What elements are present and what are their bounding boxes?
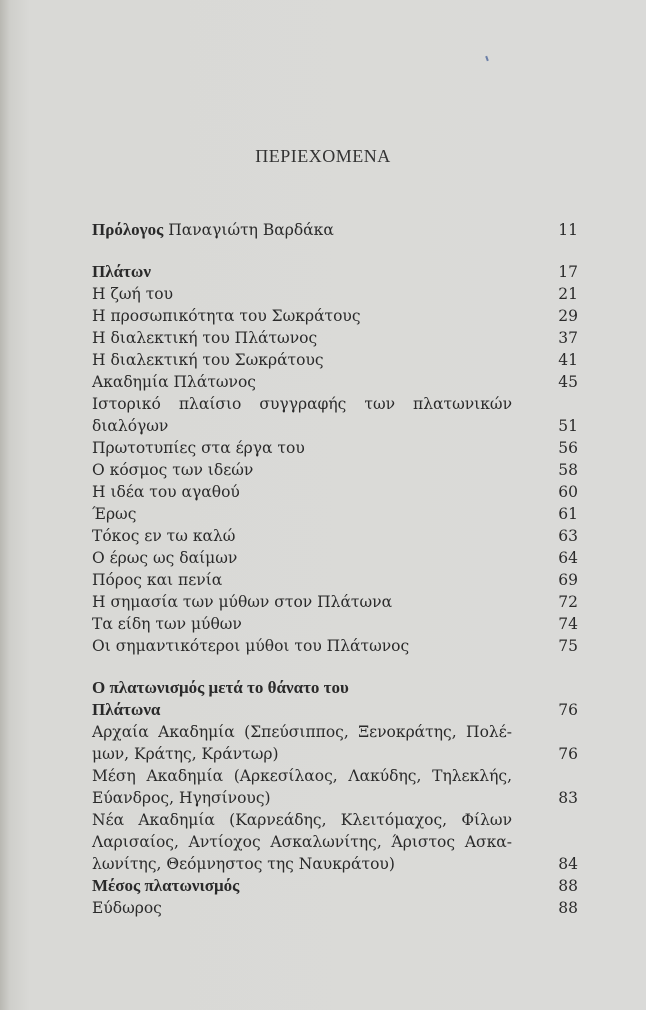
- toc-entry: [92, 481, 578, 503]
- toc-page-number: 88: [558, 899, 578, 917]
- toc-entry-text: Αρχαία Ακαδημία (Σπεύσιππος, Ξενοκράτης, Πολέ-: [92, 723, 512, 741]
- toc-entry-text: μων, Κράτης, Κράντωρ): [92, 745, 279, 763]
- toc-entry: [92, 635, 578, 657]
- toc-page-number: 83: [558, 789, 578, 807]
- toc-entry-text: Πόρος και πενία: [92, 571, 223, 589]
- toc-page-number: 51: [558, 417, 578, 435]
- toc-entry: [92, 875, 578, 897]
- toc-entry: [92, 437, 578, 459]
- toc-entry: [92, 525, 578, 547]
- toc-entry-text: Έρως: [92, 505, 137, 523]
- toc-page-number: 76: [558, 745, 578, 763]
- toc-page-number: 61: [558, 505, 578, 523]
- toc-entry: [92, 459, 578, 481]
- toc-entry-text: Πλάτων: [92, 262, 151, 281]
- page-title: ΠΕΡΙΕΧΟΜΕΝΑ: [255, 146, 391, 166]
- toc-page-number: 63: [558, 527, 578, 545]
- toc-entry-text: Λαρισαίος, Αντίοχος Ασκαλωνίτης, Άριστος Ασκα-: [92, 833, 512, 851]
- toc-page-number: 74: [558, 615, 578, 633]
- toc-entry-text: Εύανδρος, Ηγησίνους): [92, 789, 271, 807]
- toc-entry: [92, 503, 578, 525]
- toc-entry-text: Νέα Ακαδημία (Καρνεάδης, Κλειτόμαχος, Φίλων: [92, 811, 512, 829]
- toc-entry: [92, 547, 578, 569]
- toc-entry-text: Ιστορικό πλαίσιο συγγραφής των πλατωνικών: [92, 395, 512, 413]
- toc-page-number: 11: [558, 221, 578, 239]
- toc-section: [92, 219, 578, 241]
- toc-entry-text: Η ζωή του: [92, 285, 174, 303]
- toc-entry-text: Οι σημαντικότεροι μύθοι του Πλάτωνος: [92, 637, 410, 655]
- toc-page-number: 88: [558, 877, 578, 895]
- toc-page-number: 56: [558, 439, 578, 457]
- toc-entry: [92, 897, 578, 919]
- toc-page-number: 41: [558, 351, 578, 369]
- toc-page-number: 69: [558, 571, 578, 589]
- toc-entry: [92, 721, 578, 765]
- toc-page-number: 76: [558, 701, 578, 719]
- toc-entry-text: Η προσωπικότητα του Σωκράτους: [92, 307, 361, 325]
- toc-entry-text: Μέσος πλατωνισμός: [92, 876, 240, 895]
- ink-mark: [485, 56, 489, 61]
- toc-page-number: 75: [558, 637, 578, 655]
- toc-entry-text: Τα είδη των μύθων: [92, 615, 242, 633]
- toc-entry: [92, 613, 578, 635]
- toc-entry-text: Τόκος εν τω καλώ: [92, 527, 236, 545]
- toc-entry: [92, 349, 578, 371]
- toc-entry-text: Η ιδέα του αγαθού: [92, 483, 240, 501]
- toc-entry-text: Ακαδημία Πλάτωνος: [92, 373, 256, 391]
- toc-entry-text: Πλάτωνα: [92, 700, 161, 719]
- toc-page-number: 21: [558, 285, 578, 303]
- toc-entry: [92, 305, 578, 327]
- toc-page-number: 72: [558, 593, 578, 611]
- toc-entry-text: Εύδωρος: [92, 899, 162, 917]
- toc-entry: [92, 371, 578, 393]
- toc-section: [92, 261, 578, 657]
- toc-entry: [92, 261, 578, 283]
- toc-entry: [92, 569, 578, 591]
- toc-entry: [92, 393, 578, 437]
- toc-page-number: 58: [558, 461, 578, 479]
- toc-page-number: 37: [558, 329, 578, 347]
- toc-entry: [92, 283, 578, 305]
- toc-entry-text: Πρόλογος Παναγιώτη Βαρδάκα: [92, 220, 334, 239]
- toc-entry-text: Η διαλεκτική του Πλάτωνος: [92, 329, 318, 347]
- toc-entry: [92, 765, 578, 809]
- toc-entry: [92, 327, 578, 349]
- toc-page-number: 45: [558, 373, 578, 391]
- toc-entry-text: λωνίτης, Θεόμνηστος της Ναυκράτου): [92, 855, 395, 873]
- toc-entry: [92, 677, 578, 721]
- toc-section: [92, 677, 578, 919]
- toc-page-number: 64: [558, 549, 578, 567]
- toc-page-number: 84: [558, 855, 578, 873]
- toc-entry: [92, 219, 578, 241]
- toc-page-number: 29: [558, 307, 578, 325]
- toc-entry-text: Ο κόσμος των ιδεών: [92, 461, 254, 479]
- toc-entry-text: διαλόγων: [92, 417, 169, 435]
- toc-entry-text: Μέση Ακαδημία (Αρκεσίλαος, Λακύδης, Τηλεκλής,: [92, 767, 512, 785]
- toc-page-number: 60: [558, 483, 578, 501]
- toc-entry-text: Ο έρως ως δαίμων: [92, 549, 238, 567]
- toc-entry-text: Ο πλατωνισμός μετά το θάνατο του: [92, 678, 349, 697]
- toc-entry-text: Η διαλεκτική του Σωκράτους: [92, 351, 324, 369]
- toc-entry-text: Η σημασία των μύθων στον Πλάτωνα: [92, 593, 393, 611]
- table-of-contents: [92, 219, 578, 939]
- toc-page-number: 17: [558, 263, 578, 281]
- toc-entry: [92, 809, 578, 875]
- toc-entry-text: Πρωτοτυπίες στα έργα του: [92, 439, 305, 457]
- toc-entry: [92, 591, 578, 613]
